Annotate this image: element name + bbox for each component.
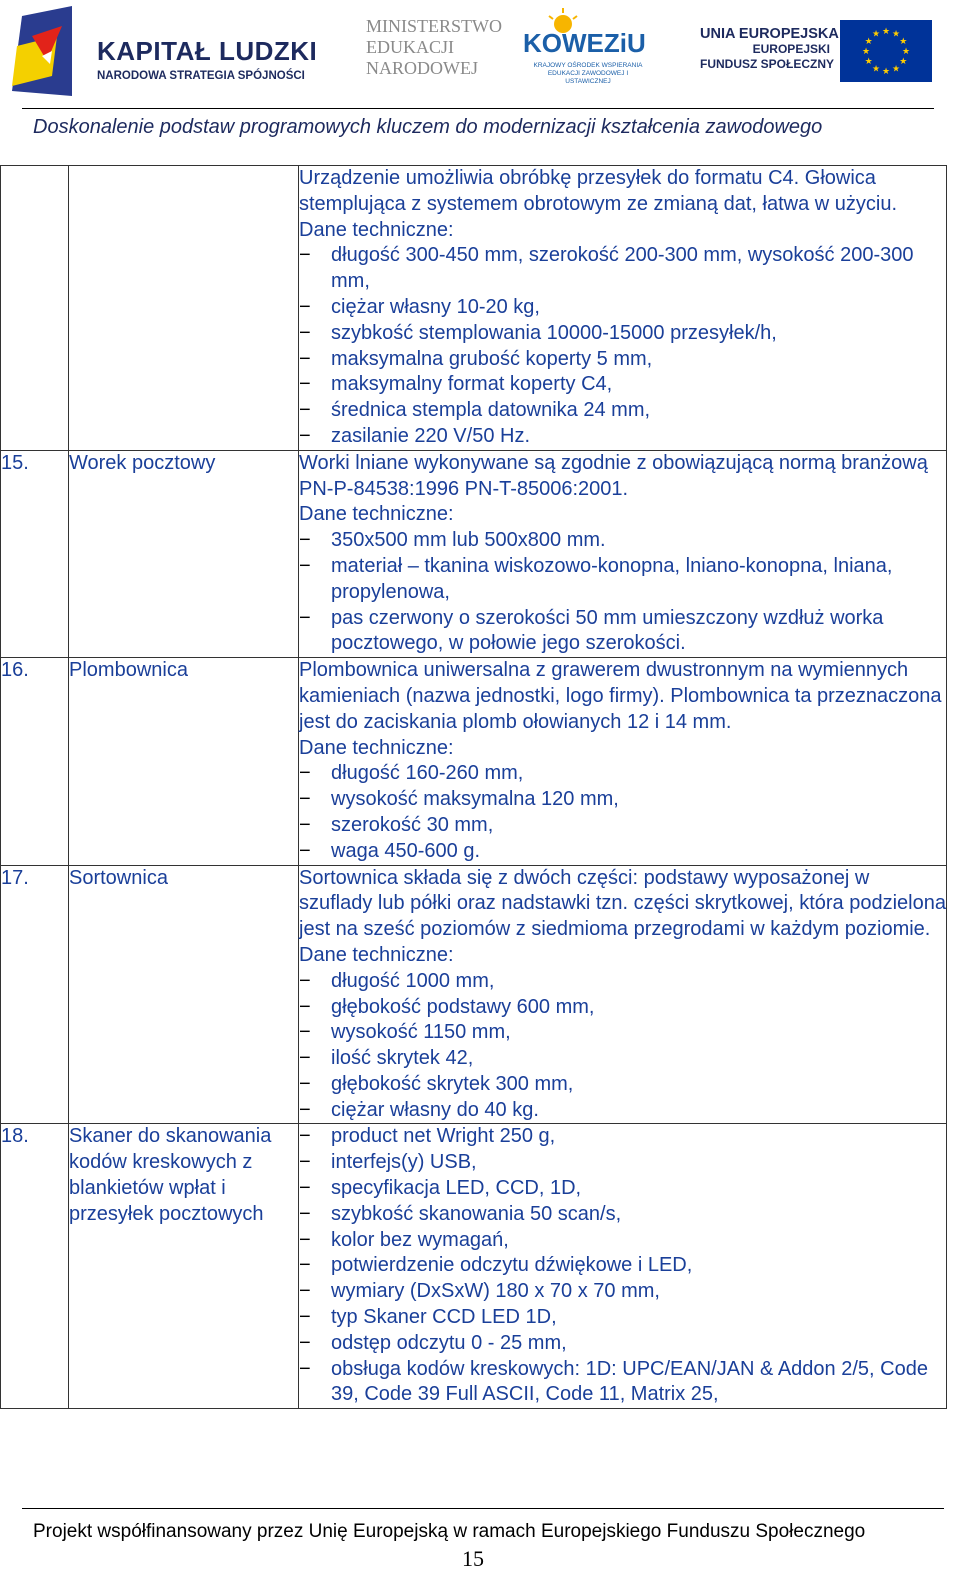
spec-item-text: pas czerwony o szerokości 50 mm umieszczony wzdłuż worka pocztowego, w połowie jego szerokości. xyxy=(331,606,884,655)
dash-bullet: − xyxy=(299,399,311,422)
dash-bullet: − xyxy=(299,1306,311,1329)
spec-item-text: ciężar własny do 40 kg. xyxy=(331,1098,539,1121)
spec-item-text: kolor bez wymagań, xyxy=(331,1228,509,1251)
eu-star-icon: ★ xyxy=(901,46,911,56)
dash-bullet: − xyxy=(299,1254,311,1277)
dash-bullet: − xyxy=(299,424,311,447)
spec-item-text: maksymalny format koperty C4, xyxy=(331,373,613,396)
equipment-table xyxy=(0,165,947,1409)
koweziu-subtitle: KRAJOWY OŚRODEK WSPIERANIA EDUKACJI ZAWODOWEJ I USTAWICZNEJ xyxy=(533,62,643,85)
item-description xyxy=(299,658,947,865)
spec-item xyxy=(299,554,946,606)
dash-bullet: − xyxy=(299,347,311,370)
description-paragraph: Urządzenie umożliwia obróbkę przesyłek do formatu C4. Głowica stemplująca z systemem obrotowym ze zmianą dat, łatwa w użyciu. xyxy=(299,167,897,215)
footer-text: Projekt współfinansowany przez Unię Europejską w ramach Europejskiego Funduszu Społecznego xyxy=(33,1521,866,1542)
kapital-ludzki-subtitle: NARODOWA STRATEGIA SPÓJNOŚCI xyxy=(97,70,305,82)
dash-bullet: − xyxy=(299,788,311,811)
spec-item xyxy=(299,321,946,347)
description-paragraph: Dane techniczne: xyxy=(299,943,454,966)
spec-item-text: specyfikacja LED, CCD, 1D, xyxy=(331,1177,582,1200)
eu-flag-icon xyxy=(840,20,932,82)
spec-item xyxy=(299,243,946,295)
row-number: 15. xyxy=(1,450,69,657)
spec-item-text: ciężar własny 10-20 kg, xyxy=(331,295,540,318)
spec-item-text: materiał – tkanina wiskozowo-konopna, lniano-konopna, lniana, propylenowa, xyxy=(331,554,893,603)
table-row xyxy=(1,658,947,865)
dash-bullet: − xyxy=(299,1177,311,1200)
spec-item-text: wysokość 1150 mm, xyxy=(331,1021,511,1044)
description-paragraph: Dane techniczne: xyxy=(299,218,454,241)
spec-item xyxy=(299,606,946,658)
dash-bullet: − xyxy=(299,1151,311,1174)
men-line2: EDUKACJI xyxy=(366,37,454,57)
dash-bullet: − xyxy=(299,969,311,992)
dash-bullet: − xyxy=(299,1125,311,1148)
eu-star-icon: ★ xyxy=(881,26,891,36)
footer-divider xyxy=(22,1508,944,1509)
spec-item xyxy=(299,1331,946,1357)
item-name xyxy=(69,166,299,451)
koweziu-title: KOWEZiU xyxy=(523,28,646,58)
dash-bullet: − xyxy=(299,839,311,862)
men-line3: NARODOWEJ xyxy=(366,58,478,78)
spec-item xyxy=(299,1279,946,1305)
spec-item-text: wymiary (DxSxW) 180 x 70 x 70 mm, xyxy=(331,1280,660,1303)
item-name: Sortownica xyxy=(69,865,299,1124)
description-paragraph: Worki lniane wykonywane są zgodnie z obowiązującą normą branżową PN-P-84538:1996 PN-T-85006:2001. xyxy=(299,451,928,500)
spec-item xyxy=(299,1098,946,1124)
dash-bullet: − xyxy=(299,1072,311,1095)
spec-item-text: szybkość stemplowania 10000-15000 przesyłek/h, xyxy=(331,321,777,344)
dash-bullet: − xyxy=(299,1357,311,1380)
spec-item-text: długość 300-450 mm, szerokość 200-300 mm, wysokość 200-300 mm, xyxy=(331,244,914,293)
description-paragraph: Dane techniczne: xyxy=(299,736,454,759)
dash-bullet: − xyxy=(299,554,311,577)
eu-star-icon: ★ xyxy=(864,36,873,46)
spec-item xyxy=(299,528,946,554)
dash-bullet: − xyxy=(299,529,311,552)
spec-item xyxy=(299,1150,946,1176)
eu-star-icon: ★ xyxy=(899,56,908,66)
description-paragraph: Sortownica składa się z dwóch części: podstawy wyposażonej w szuflady lub półki oraz nadstawki tzn. części skrytkowej, która podzielona jest na sześć poziomów z siedmioma przegrodami w każdym poziomie. xyxy=(299,866,946,941)
row-number xyxy=(1,166,69,451)
dash-bullet: − xyxy=(299,1228,311,1251)
item-description xyxy=(299,450,947,657)
spec-item xyxy=(299,1124,946,1150)
item-name: Worek pocztowy xyxy=(69,450,299,657)
spec-item-text: potwierdzenie odczytu dźwiękowe i LED, xyxy=(331,1254,693,1277)
spec-item-text: interfejs(y) USB, xyxy=(331,1151,477,1174)
spec-item xyxy=(299,347,946,373)
kapital-ludzki-logo xyxy=(12,6,318,106)
item-name: Skaner do skanowania kodów kreskowych z blankietów wpłat i przesyłek pocztowych xyxy=(69,1124,299,1409)
description-paragraph: Dane techniczne: xyxy=(299,503,454,526)
spec-item-text: głębokość podstawy 600 mm, xyxy=(331,995,595,1018)
item-description xyxy=(299,865,947,1124)
spec-item-text: typ Skaner CCD LED 1D, xyxy=(331,1306,557,1329)
dash-bullet: − xyxy=(299,244,311,267)
table-row xyxy=(1,1124,947,1409)
description-paragraph: Plombownica uniwersalna z grawerem dwustronnym na wymiennych kamieniach (nazwa jednostki, logo firmy). Plombownica ta przeznaczona jest do zaciskania plomb ołowianych 12 i 14 mm. xyxy=(299,659,942,733)
dash-bullet: − xyxy=(299,321,311,344)
eu-star-icon: ★ xyxy=(881,66,891,76)
row-number: 16. xyxy=(1,658,69,865)
ue-logo-text xyxy=(700,26,839,72)
spec-item-text: odstęp odczytu 0 - 25 mm, xyxy=(331,1331,567,1354)
eu-star-icon: ★ xyxy=(871,28,881,39)
spec-item xyxy=(299,1357,946,1409)
spec-item-text: długość 1000 mm, xyxy=(331,969,495,992)
spec-item xyxy=(299,813,946,839)
spec-item-text: 350x500 mm lub 500x800 mm. xyxy=(331,529,606,552)
table-row xyxy=(1,166,947,451)
spec-item xyxy=(299,995,946,1021)
spec-item xyxy=(299,372,946,398)
table-row xyxy=(1,450,947,657)
eu-star-icon: ★ xyxy=(891,63,901,74)
spec-item-text: ilość skrytek 42, xyxy=(331,1047,474,1070)
spec-item xyxy=(299,1228,946,1254)
spec-item-text: średnica stempla datownika 24 mm, xyxy=(331,399,651,422)
spec-item-text: zasilanie 220 V/50 Hz. xyxy=(331,424,531,447)
spec-item xyxy=(299,761,946,787)
men-line1: MINISTERSTWO xyxy=(366,16,502,36)
ue-line2: EUROPEJSKI xyxy=(752,42,830,56)
dash-bullet: − xyxy=(299,1098,311,1121)
row-number: 17. xyxy=(1,865,69,1124)
dash-bullet: − xyxy=(299,995,311,1018)
spec-item-text: obsługa kodów kreskowych: 1D: UPC/EAN/JAN & Addon 2/5, Code 39, Code 39 Full ASCII, Code 11, Matrix 25, xyxy=(331,1357,928,1406)
spec-item xyxy=(299,1202,946,1228)
spec-item-text: maksymalna grubość koperty 5 mm, xyxy=(331,347,653,370)
dash-bullet: − xyxy=(299,373,311,396)
dash-bullet: − xyxy=(299,1021,311,1044)
eu-star-icon: ★ xyxy=(891,28,901,39)
row-number: 18. xyxy=(1,1124,69,1409)
document-header: Doskonalenie podstaw programowych kluczem do modernizacji kształcenia zawodowego xyxy=(33,116,823,138)
eu-star-icon: ★ xyxy=(864,56,873,66)
spec-item xyxy=(299,1176,946,1202)
dash-bullet: − xyxy=(299,1202,311,1225)
kapital-ludzki-emblem-icon xyxy=(12,6,92,101)
page-number: 15 xyxy=(462,1546,484,1571)
ue-line1: UNIA EUROPEJSKA xyxy=(700,26,839,42)
spec-item-text: szybkość skanowania 50 scan/s, xyxy=(331,1202,622,1225)
item-name: Plombownica xyxy=(69,658,299,865)
dash-bullet: − xyxy=(299,762,311,785)
spec-item xyxy=(299,398,946,424)
item-description xyxy=(299,1124,947,1409)
eu-star-icon: ★ xyxy=(871,63,881,74)
dash-bullet: − xyxy=(299,295,311,318)
spec-item-text: wysokość maksymalna 120 mm, xyxy=(331,788,619,811)
spec-item-text: szerokość 30 mm, xyxy=(331,813,494,836)
spec-item xyxy=(299,969,946,995)
dash-bullet: − xyxy=(299,1331,311,1354)
spec-item xyxy=(299,839,946,865)
table-row xyxy=(1,865,947,1124)
spec-item xyxy=(299,424,946,450)
koweziu-logo xyxy=(523,14,646,85)
ue-line3: FUNDUSZ SPOŁECZNY xyxy=(700,57,835,71)
spec-item xyxy=(299,1020,946,1046)
eu-star-icon: ★ xyxy=(899,36,908,46)
spec-item xyxy=(299,1046,946,1072)
header-divider xyxy=(22,108,934,109)
eu-star-icon: ★ xyxy=(861,46,871,56)
men-logo xyxy=(366,16,506,79)
spec-item xyxy=(299,1253,946,1279)
kapital-ludzki-title: KAPITAŁ LUDZKI xyxy=(97,36,318,66)
dash-bullet: − xyxy=(299,606,311,629)
spec-item xyxy=(299,1072,946,1098)
logo-bar xyxy=(0,0,960,110)
dash-bullet: − xyxy=(299,1047,311,1070)
dash-bullet: − xyxy=(299,813,311,836)
dash-bullet: − xyxy=(299,1280,311,1303)
spec-item xyxy=(299,787,946,813)
spec-item xyxy=(299,1305,946,1331)
spec-item-text: głębokość skrytek 300 mm, xyxy=(331,1072,574,1095)
spec-item xyxy=(299,295,946,321)
spec-item-text: waga 450-600 g. xyxy=(331,839,481,862)
spec-item-text: product net Wright 250 g, xyxy=(331,1125,556,1148)
item-description xyxy=(299,166,947,451)
spec-item-text: długość 160-260 mm, xyxy=(331,762,524,785)
